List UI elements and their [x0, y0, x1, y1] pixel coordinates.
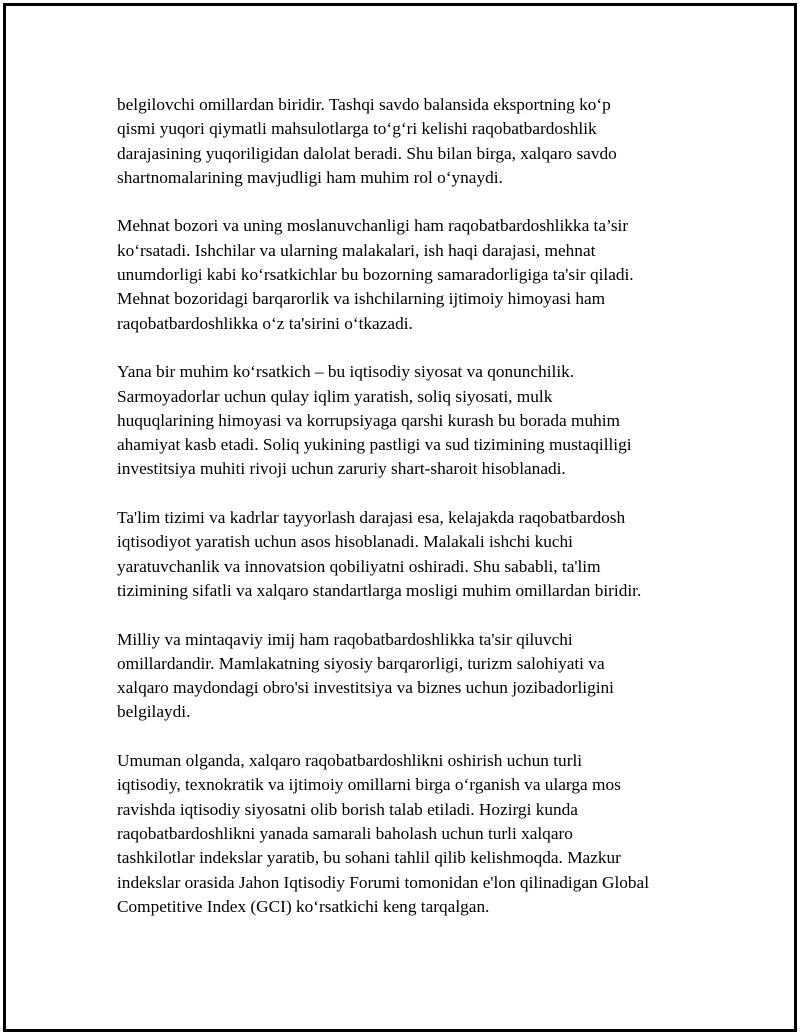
- paragraph-labor-market: Mehnat bozori va uning moslanuvchanligi ham raqobatbardoshlikka ta’sir ko‘rsatadi. Ishchilar va ularning malakalari, ish haqi darajasi, mehnat unumdorligi kabi ko‘rsatkichlar bu bozorning samaradorligiga ta'sir qiladi. Mehnat bozoridagi barqarorlik va ishchilarning ijtimoiy himoyasi ham raqobatbardoshlikka o‘z ta'sirini o‘tkazadi.: [117, 216, 634, 333]
- paragraph-education: Ta'lim tizimi va kadrlar tayyorlash darajasi esa, kelajakda raqobatbardosh iqtisodiyot yaratish uchun asos hisoblanadi. Malakali ishchi kuchi yaratuvchanlik va innovatsion qobiliyatni oshiradi. Shu sababli, ta'lim tizimining sifatli va xalqaro standartlarga mosligi muhim omillardan biridir.: [117, 508, 642, 600]
- paragraph-economic-policy: Yana bir muhim ko‘rsatkich – bu iqtisodiy siyosat va qonunchilik. Sarmoyadorlar uchun qulay iqlim yaratish, soliq siyosati, mulk huquqlarining himoyasi va korrupsiyaga qarshi kurash bu borada muhim ahamiyat kasb etadi. Soliq yukining pastligi va sud tizimining mustaqilligi investitsiya muhiti rivoji uchun zaruriy shart-sharoit hisoblanadi.: [117, 362, 632, 479]
- paragraph-conclusion: Umuman olganda, xalqaro raqobatbardoshlikni oshirish uchun turli iqtisodiy, texnokratik va ijtimoiy omillarni birga o‘rganish va ularga mos ravishda iqtisodiy siyosatni olib borish talab etiladi. Hozirgi kunda raqobatbardoshlikni yanada samarali baholash uchun turli xalqaro tashkilotlar indekslar yaratib, bu sohani tahlil qilib kelishmoqda. Mazkur indekslar orasida Jahon Iqtisodiy Forumi tomonidan e'lon qilinadigan Global Competitive Index (GCI) ko‘rsatkichi keng tarqalgan.: [117, 751, 650, 916]
- document-body: [117, 93, 717, 943]
- paragraph-foreign-trade: belgilovchi omillardan biridir. Tashqi savdo balansida eksportning ko‘p qismi yuqori qiymatli mahsulotlarga to‘g‘ri kelishi raqobatbardoshlik darajasining yuqoriligidan dalolat beradi. Shu bilan birga, xalqaro savdo shartnomalarining mavjudligi ham muhim rol o‘ynaydi.: [117, 95, 617, 187]
- paragraph-national-image: Milliy va mintaqaviy imij ham raqobatbardoshlikka ta'sir qiluvchi omillardandir. Mamlakatning siyosiy barqarorligi, turizm salohiyati va xalqaro maydondagi obro'si investitsiya va biznes uchun jozibadorligini belgilaydi.: [117, 629, 614, 722]
